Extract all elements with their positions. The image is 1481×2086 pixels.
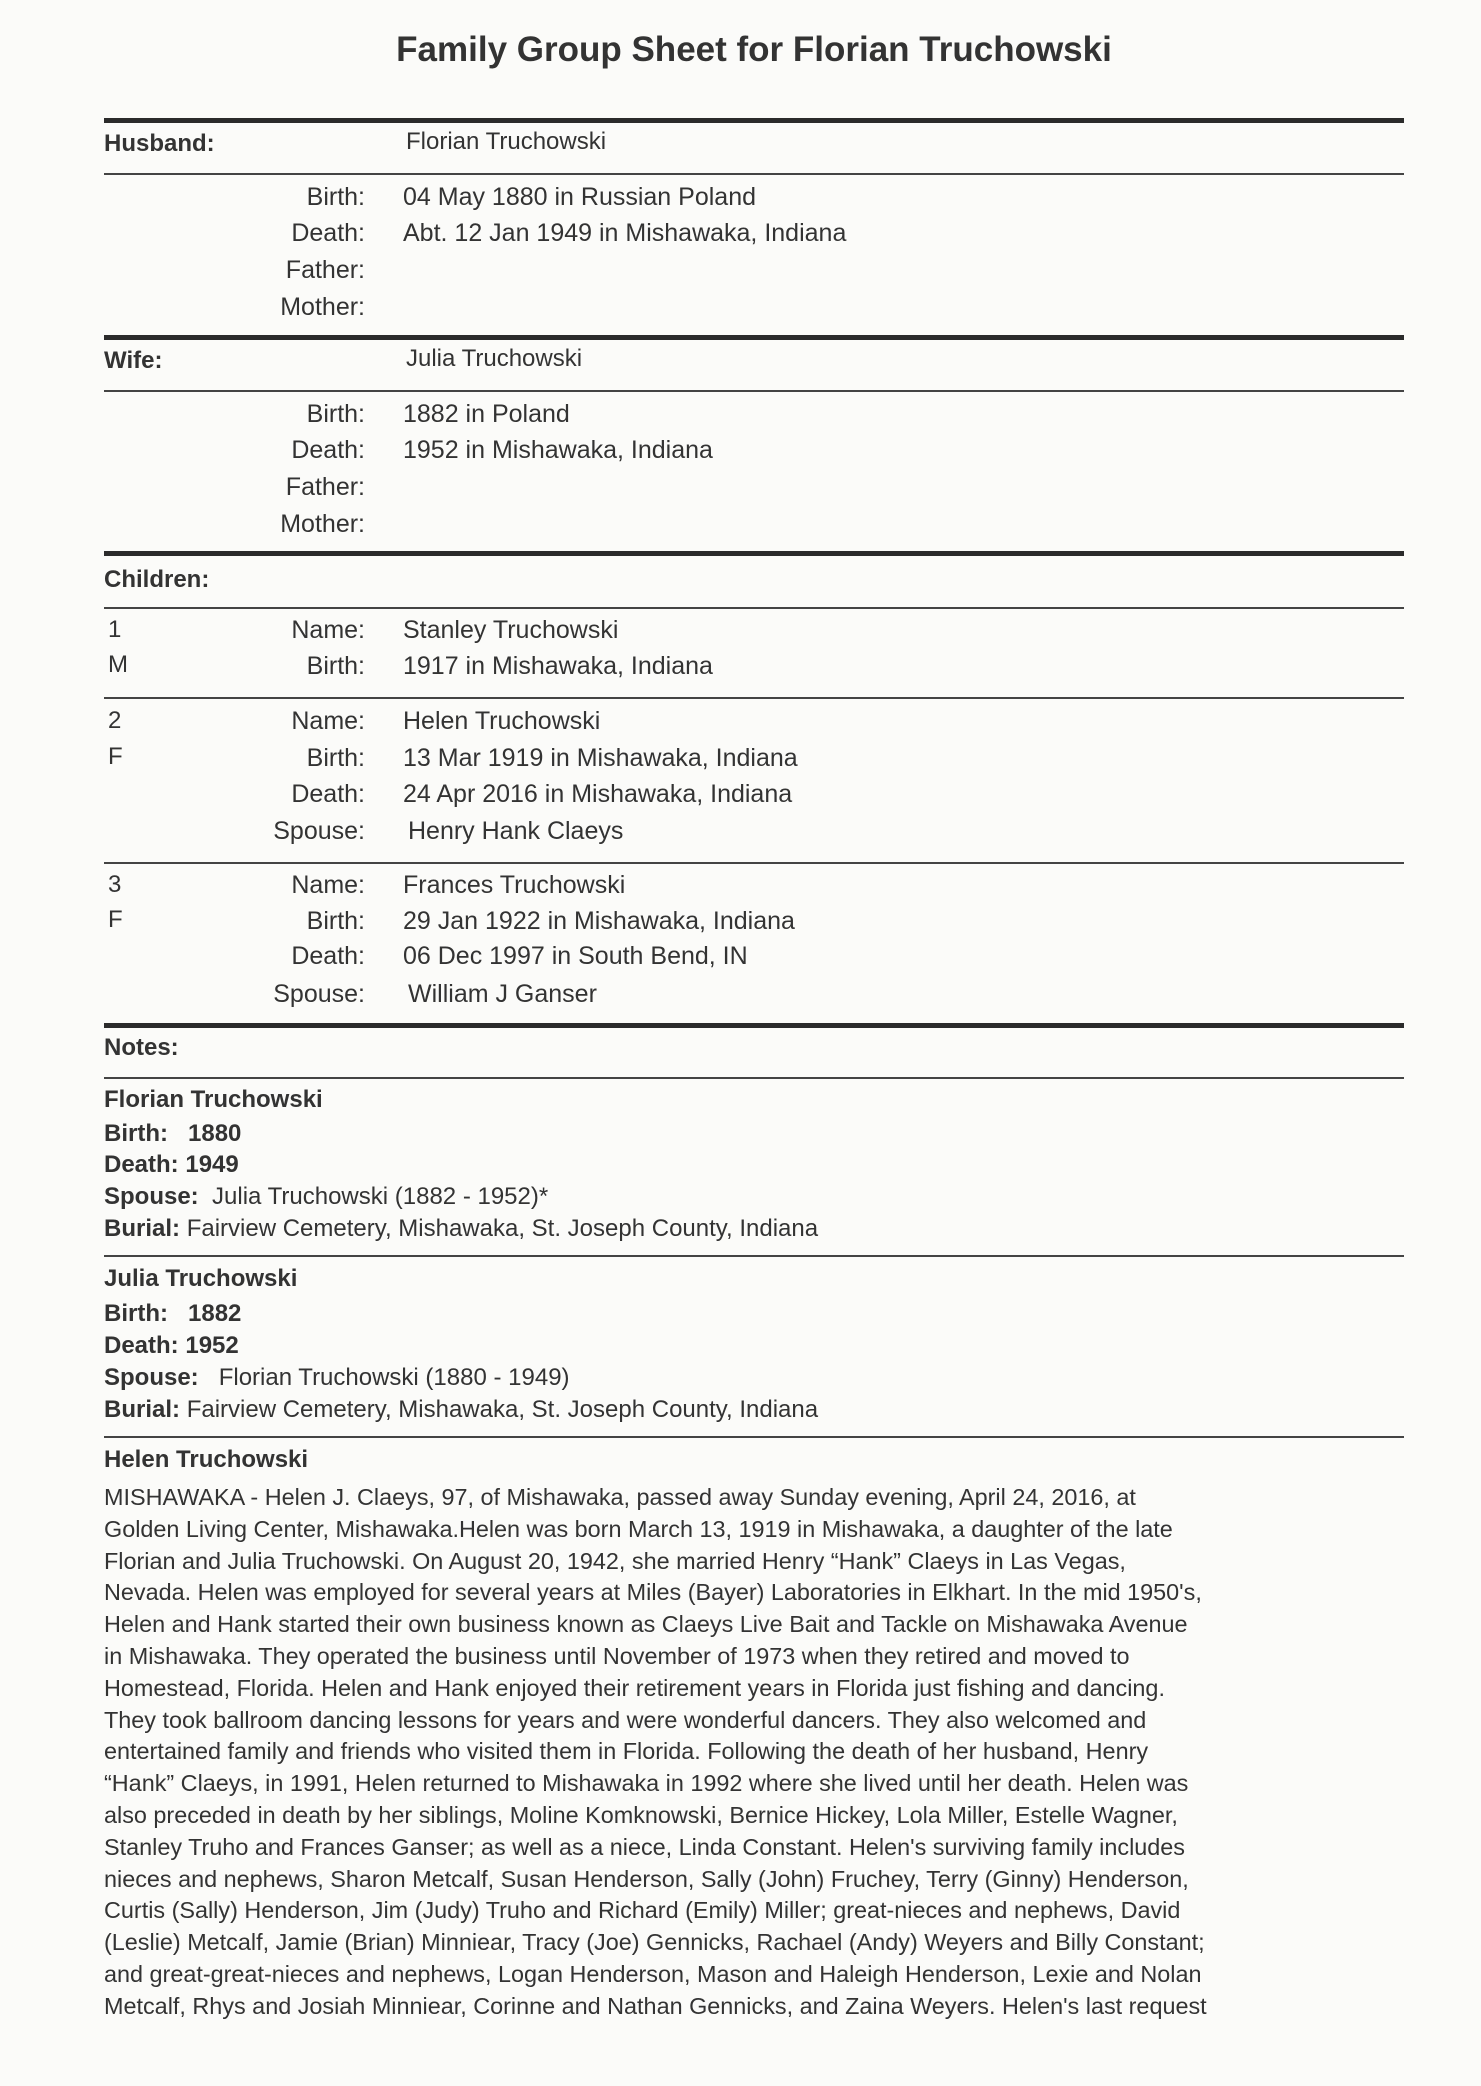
notes-label: Notes: xyxy=(104,1034,179,1061)
child-death-label: Death: xyxy=(291,780,365,808)
obituary-line: also preceded in death by her siblings, Moline Komknowski, Bernice Hickey, Lola Miller, Estelle Wagner, xyxy=(104,1801,1178,1828)
husband-mother-label: Mother: xyxy=(280,293,365,321)
obituary-text xyxy=(104,1482,1404,2023)
child-name-label: Name: xyxy=(291,616,365,644)
child-birth-label: Birth: xyxy=(306,652,365,680)
wife-label: Wife: xyxy=(104,347,163,374)
child-name-label: Name: xyxy=(291,707,365,735)
child-birth-label: Birth: xyxy=(306,907,365,935)
obituary-line: in Mishawaka. They operated the business until November of 1973 when they retired and moved to xyxy=(104,1642,1130,1669)
husband-name: Florian Truchowski xyxy=(406,128,607,155)
obituary-line: Golden Living Center, Mishawaka.Helen was born March 13, 1919 in Mishawaka, a daughter of the late xyxy=(104,1515,1173,1542)
child-birth-label: Birth: xyxy=(306,744,365,772)
note-burial: Burial: Fairview Cemetery, Mishawaka, St. Joseph County, Indiana xyxy=(104,1396,819,1423)
obituary-line: Florian and Julia Truchowski. On August 20, 1942, she married Henry “Hank” Claeys in Las Vegas, xyxy=(104,1547,1126,1574)
child-death-value: 06 Dec 1997 in South Bend, IN xyxy=(403,942,748,970)
children-label: Children: xyxy=(104,566,210,593)
obituary-line: Stanley Truho and Frances Ganser; as well as a niece, Linda Constant. Helen's surviving family includes xyxy=(104,1833,1185,1860)
wife-death-value: 1952 in Mishawaka, Indiana xyxy=(403,436,713,464)
child-birth-value: 29 Jan 1922 in Mishawaka, Indiana xyxy=(403,907,795,935)
row-divider xyxy=(104,173,1404,175)
section-divider xyxy=(104,335,1404,340)
child-spouse-value: William J Ganser xyxy=(408,980,597,1008)
section-divider xyxy=(104,1023,1404,1028)
husband-birth-label: Birth: xyxy=(306,183,365,211)
page-title: Family Group Sheet for Florian Truchowski xyxy=(396,30,1112,69)
wife-death-label: Death: xyxy=(291,436,365,464)
row-divider xyxy=(104,1436,1404,1438)
child-spouse-label: Spouse: xyxy=(273,980,365,1008)
obituary-line: and great-great-nieces and nephews, Logan Henderson, Mason and Haleigh Henderson, Lexie and Nolan xyxy=(104,1960,1202,1987)
wife-birth-value: 1882 in Poland xyxy=(403,400,570,428)
wife-birth-label: Birth: xyxy=(306,400,365,428)
husband-birth-value: 04 May 1880 in Russian Poland xyxy=(403,183,757,211)
child-death-value: 24 Apr 2016 in Mishawaka, Indiana xyxy=(403,780,793,808)
child-name-value: Frances Truchowski xyxy=(403,871,626,899)
obituary-line: Homestead, Florida. Helen and Hank enjoyed their retirement years in Florida just fishing and dancing. xyxy=(104,1674,1165,1701)
wife-mother-label: Mother: xyxy=(280,510,365,538)
child-spouse-value: Henry Hank Claeys xyxy=(408,817,624,845)
row-divider xyxy=(104,607,1404,609)
child-number: 3 xyxy=(108,871,122,898)
obituary-line: MISHAWAKA - Helen J. Claeys, 97, of Mishawaka, passed away Sunday evening, April 24, 2016, at xyxy=(104,1484,1136,1510)
obituary-line: Nevada. Helen was employed for several years at Miles (Bayer) Laboratories in Elkhart. In the mid 1950's, xyxy=(104,1579,1202,1606)
husband-father-label: Father: xyxy=(285,256,365,284)
child-name-value: Helen Truchowski xyxy=(403,707,601,735)
child-sex: F xyxy=(108,906,123,933)
row-divider xyxy=(104,1077,1404,1079)
obituary-line: They took ballroom dancing lessons for years and were wonderful dancers. They also welcomed and xyxy=(104,1706,1147,1733)
section-divider xyxy=(104,118,1404,123)
obituary-line: Curtis (Sally) Henderson, Jim (Judy) Truho and Richard (Emily) Miller; great-nieces and nephews, David xyxy=(104,1897,1181,1924)
child-sex: M xyxy=(108,651,128,678)
husband-death-label: Death: xyxy=(291,219,365,247)
child-number: 1 xyxy=(108,616,122,643)
wife-name: Julia Truchowski xyxy=(406,345,583,372)
child-birth-value: 13 Mar 1919 in Mishawaka, Indiana xyxy=(403,744,798,772)
obituary-person-name: Helen Truchowski xyxy=(104,1446,309,1473)
obituary-line: “Hank” Claeys, in 1991, Helen returned to Mishawaka in 1992 where she lived until her death. Helen was xyxy=(104,1770,1189,1797)
note-spouse: Spouse: Florian Truchowski (1880 - 1949) xyxy=(104,1364,570,1391)
child-name-label: Name: xyxy=(291,871,365,899)
husband-label: Husband: xyxy=(104,130,215,157)
row-divider xyxy=(104,390,1404,392)
note-birth: Birth: 1880 xyxy=(104,1120,242,1147)
child-birth-value: 1917 in Mishawaka, Indiana xyxy=(403,652,713,680)
note-death: Death: 1949 xyxy=(104,1151,239,1178)
note-person-name: Julia Truchowski xyxy=(104,1265,298,1292)
child-spouse-label: Spouse: xyxy=(273,817,365,845)
child-name-value: Stanley Truchowski xyxy=(403,616,619,644)
child-death-label: Death: xyxy=(291,942,365,970)
obituary-line: Metcalf, Rhys and Josiah Minniear, Corinne and Nathan Gennicks, and Zaina Weyers. Helen's last request xyxy=(104,1992,1207,2019)
obituary-line: entertained family and friends who visited them in Florida. Following the death of her husband, Henry xyxy=(104,1738,1149,1765)
note-person-name: Florian Truchowski xyxy=(104,1086,323,1113)
child-sex: F xyxy=(108,743,123,770)
husband-death-value: Abt. 12 Jan 1949 in Mishawaka, Indiana xyxy=(403,219,847,247)
obituary-line: Helen and Hank started their own business known as Claeys Live Bait and Tackle on Mishawaka Avenue xyxy=(104,1611,1188,1638)
wife-father-label: Father: xyxy=(285,473,365,501)
note-birth: Birth: 1882 xyxy=(104,1300,242,1327)
note-burial: Burial: Fairview Cemetery, Mishawaka, St. Joseph County, Indiana xyxy=(104,1215,819,1242)
obituary-line: nieces and nephews, Sharon Metcalf, Susan Henderson, Sally (John) Fruchey, Terry (Ginny) Henderson, xyxy=(104,1865,1189,1892)
note-death: Death: 1952 xyxy=(104,1332,239,1359)
row-divider xyxy=(104,1255,1404,1257)
row-divider xyxy=(104,697,1404,699)
child-number: 2 xyxy=(108,707,122,734)
note-spouse: Spouse: Julia Truchowski (1882 - 1952)* xyxy=(104,1183,549,1210)
row-divider xyxy=(104,862,1404,864)
obituary-line: (Leslie) Metcalf, Jamie (Brian) Minniear, Tracy (Joe) Gennicks, Rachael (Andy) Weyers and Billy Constant; xyxy=(104,1929,1205,1956)
section-divider xyxy=(104,551,1404,556)
